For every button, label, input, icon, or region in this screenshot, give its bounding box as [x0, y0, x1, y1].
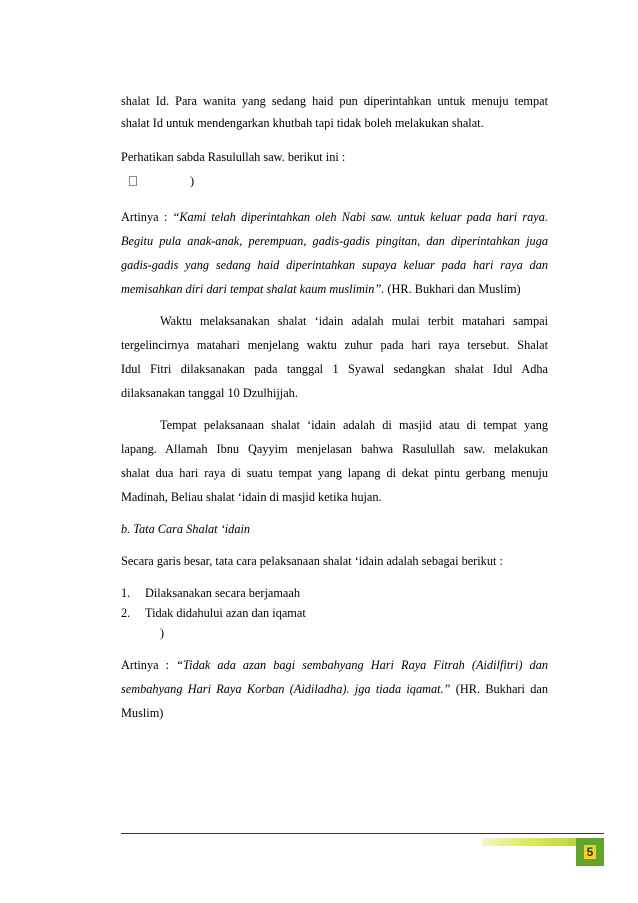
translation-line: gadis-gadis yang sedang haid diperintahkan supaya keluar pada hari raya dan: [121, 258, 548, 272]
translation-line: Muslim): [121, 706, 164, 720]
paragraph-line: Idul Fitri dilaksanakan pada tanggal 1 Syawal sedangkan shalat Idul Adha: [121, 362, 548, 376]
paragraph-line: Perhatikan sabda Rasulullah saw. berikut ini :: [121, 150, 346, 164]
paragraph-line: shalat dua hari raya di suatu tempat yang lapang di dekat pintu gerbang menuju: [121, 466, 548, 480]
footer-rule: [121, 833, 604, 834]
paragraph-line: dilaksanakan tanggal 10 Dzulhijjah.: [121, 386, 298, 400]
paragraph-line: Tempat pelaksanaan shalat ‘idain adalah di masjid atau di tempat yang: [160, 418, 548, 432]
arabic-closing-paren: ): [190, 174, 195, 188]
page-number: 5: [584, 845, 597, 859]
list-item-text: Tidak didahului azan dan iqamat: [145, 606, 306, 620]
paragraph-line: tergelincirnya matahari menjelang waktu zuhur pada hari raya tersebut. Shalat: [121, 338, 548, 352]
list-item-text: Dilaksanakan secara berjamaah: [145, 586, 300, 600]
paragraph-line: lapang. Allamah Ibnu Qayyim menjelasan bahwa Rasulullah saw. melakukan: [121, 442, 548, 456]
translation-line: memisahkan diri dari tempat shalat kaum muslimin”. (HR. Bukhari dan Muslim): [121, 282, 521, 296]
section-heading: b. Tata Cara Shalat ‘idain: [121, 522, 251, 536]
list-item-number: 2.: [121, 606, 131, 620]
translation-line: sembahyang Hari Raya Korban (Aidiladha). jga tiada iqamat.” (HR. Bukhari dan: [121, 682, 548, 696]
arabic-closing-paren: ): [160, 626, 165, 640]
list-item-number: 1.: [121, 586, 131, 600]
translation-line: Artinya : “Kami telah diperintahkan oleh Nabi saw. untuk keluar pada hari raya.: [121, 210, 548, 224]
page-number-badge: [576, 838, 604, 866]
translation-line: Artinya : “Tidak ada azan bagi sembahyang Hari Raya Fitrah (Aidilfitri) dan: [121, 658, 548, 672]
missing-glyph-icon: [129, 176, 137, 186]
paragraph-line: shalat Id untuk mendengarkan khutbah tapi tidak boleh melakukan shalat.: [121, 116, 484, 130]
paragraph-line: Waktu melaksanakan shalat ‘idain adalah mulai terbit matahari sampai: [160, 314, 548, 328]
translation-line: Begitu pula anak-anak, perempuan, gadis-gadis pingitan, dan diperintahkan juga: [121, 234, 548, 248]
paragraph-line: Secara garis besar, tata cara pelaksanaan shalat ‘idain adalah sebagai berikut :: [121, 554, 503, 568]
paragraph-line: Madinah, Beliau shalat ‘idain di masjid ketika hujan.: [121, 490, 382, 504]
paragraph-line: shalat Id. Para wanita yang sedang haid pun diperintahkan untuk menuju tempat: [121, 94, 548, 108]
